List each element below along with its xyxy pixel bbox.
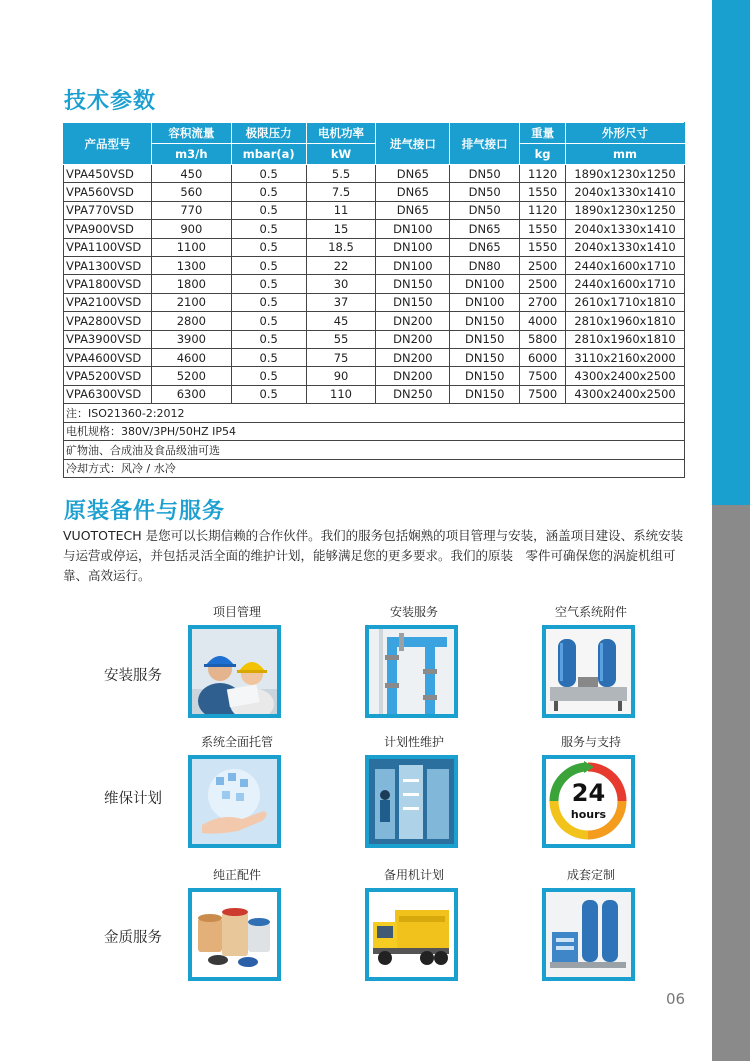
cell-power: 110 <box>306 385 376 403</box>
cell-model: VPA450VSD <box>64 165 152 183</box>
table-note: 矿物油、合成油及食品级油可选 <box>64 441 685 460</box>
header-power: 电机功率 <box>306 123 376 144</box>
cell-weight: 1120 <box>520 165 566 183</box>
header-weight-unit: kg <box>520 144 566 165</box>
header-weight: 重量 <box>520 123 566 144</box>
cell-weight: 2500 <box>520 275 566 293</box>
caption-project-management: 项目管理 <box>212 605 261 619</box>
header-outlet: 排气接口 <box>450 123 520 165</box>
header-power-unit: kW <box>306 144 376 165</box>
section-title-specs: 技术参数 <box>64 89 157 114</box>
section-title-services: 原装备件与服务 <box>64 499 226 524</box>
caption-genuine-parts: 纯正配件 <box>212 868 261 882</box>
cell-pressure: 0.5 <box>231 385 306 403</box>
cell-flow: 450 <box>151 165 231 183</box>
cell-flow: 3900 <box>151 330 231 348</box>
cell-pressure: 0.5 <box>231 220 306 238</box>
cell-inlet: DN250 <box>376 385 450 403</box>
cell-dims: 2810x1960x1810 <box>566 312 685 330</box>
cell-inlet: DN65 <box>376 165 450 183</box>
cell-inlet: DN100 <box>376 220 450 238</box>
24-hours-text: hours <box>570 808 607 821</box>
cell-outlet: DN150 <box>450 330 520 348</box>
cell-flow: 5200 <box>151 367 231 385</box>
caption-managed-system: 系统全面托管 <box>200 735 273 749</box>
side-accent-stripe <box>712 0 750 505</box>
cell-power: 55 <box>306 330 376 348</box>
nitrogen-system-photo <box>542 888 635 981</box>
cell-pressure: 0.5 <box>231 275 306 293</box>
cell-flow: 4600 <box>151 348 231 366</box>
cell-outlet: DN65 <box>450 238 520 256</box>
cell-dims: 1890x1230x1250 <box>566 201 685 219</box>
cell-weight: 1550 <box>520 220 566 238</box>
cell-outlet: DN50 <box>450 201 520 219</box>
cell-pressure: 0.5 <box>231 293 306 311</box>
cell-model: VPA1800VSD <box>64 275 152 293</box>
table-note: 冷却方式：风冷 / 水冷 <box>64 459 685 478</box>
table-note-row <box>64 441 685 460</box>
table-row <box>64 183 685 201</box>
header-flow: 容积流量 <box>151 123 231 144</box>
cell-model: VPA560VSD <box>64 183 152 201</box>
cell-weight: 2500 <box>520 256 566 274</box>
cell-power: 5.5 <box>306 165 376 183</box>
table-row <box>64 348 685 366</box>
cell-dims: 4300x2400x2500 <box>566 385 685 403</box>
caption-service-support: 服务与支持 <box>560 735 621 749</box>
cell-power: 15 <box>306 220 376 238</box>
cell-power: 90 <box>306 367 376 385</box>
cell-dims: 2610x1710x1810 <box>566 293 685 311</box>
cell-dims: 2040x1330x1410 <box>566 183 685 201</box>
cell-inlet: DN65 <box>376 201 450 219</box>
cell-dims: 2810x1960x1810 <box>566 330 685 348</box>
cell-inlet: DN150 <box>376 293 450 311</box>
cell-model: VPA3900VSD <box>64 330 152 348</box>
data-center-photo <box>365 755 458 848</box>
side-grey-stripe <box>712 505 750 1061</box>
cell-weight: 2700 <box>520 293 566 311</box>
table-row <box>64 385 685 403</box>
row-label-maintenance: 维保计划 <box>104 791 162 807</box>
cell-model: VPA4600VSD <box>64 348 152 366</box>
cloud-hand-photo <box>188 755 281 848</box>
cell-weight: 7500 <box>520 385 566 403</box>
table-row <box>64 256 685 274</box>
cell-inlet: DN200 <box>376 367 450 385</box>
cell-flow: 1100 <box>151 238 231 256</box>
header-model: 产品型号 <box>64 123 152 165</box>
cell-power: 30 <box>306 275 376 293</box>
cell-outlet: DN50 <box>450 183 520 201</box>
cell-inlet: DN200 <box>376 348 450 366</box>
cell-model: VPA1300VSD <box>64 256 152 274</box>
cell-weight: 7500 <box>520 367 566 385</box>
caption-planned-maintenance: 计划性维护 <box>383 735 444 749</box>
cell-power: 75 <box>306 348 376 366</box>
table-row <box>64 293 685 311</box>
cell-outlet: DN150 <box>450 367 520 385</box>
cell-pressure: 0.5 <box>231 348 306 366</box>
cell-model: VPA770VSD <box>64 201 152 219</box>
cell-inlet: DN200 <box>376 330 450 348</box>
cell-pressure: 0.5 <box>231 256 306 274</box>
cell-model: VPA1100VSD <box>64 238 152 256</box>
engineers-photo <box>188 625 281 718</box>
table-row <box>64 330 685 348</box>
cell-pressure: 0.5 <box>231 238 306 256</box>
cell-dims: 4300x2400x2500 <box>566 367 685 385</box>
cell-pressure: 0.5 <box>231 312 306 330</box>
cell-outlet: DN50 <box>450 165 520 183</box>
filters-photo <box>188 888 281 981</box>
cell-model: VPA2800VSD <box>64 312 152 330</box>
cell-outlet: DN65 <box>450 220 520 238</box>
cell-weight: 1550 <box>520 183 566 201</box>
cell-pressure: 0.5 <box>231 330 306 348</box>
services-intro: VUOTOTECH 是您可以长期信赖的合作伙伴。我们的服务包括娴熟的项目管理与安装，涵盖项目建设、系统安装与运营或停运，并包括灵活全面的维护计划，能够满足您的更多要求。我们的原装 零件可确保您的涡旋机组可靠、高效运行。 <box>63 528 684 583</box>
cell-outlet: DN100 <box>450 293 520 311</box>
table-row <box>64 201 685 219</box>
page-number: 06 <box>666 990 686 1008</box>
cell-inlet: DN65 <box>376 183 450 201</box>
cell-model: VPA2100VSD <box>64 293 152 311</box>
table-note: 电机规格：380V/3PH/50HZ IP54 <box>64 422 685 441</box>
cell-dims: 2040x1330x1410 <box>566 238 685 256</box>
cell-model: VPA5200VSD <box>64 367 152 385</box>
cell-power: 37 <box>306 293 376 311</box>
header-flow-unit: m3/h <box>151 144 231 165</box>
table-row <box>64 220 685 238</box>
cell-dims: 2040x1330x1410 <box>566 220 685 238</box>
cell-inlet: DN100 <box>376 238 450 256</box>
row-label-gold-service: 金质服务 <box>104 930 162 946</box>
cell-flow: 6300 <box>151 385 231 403</box>
spec-table <box>63 122 685 478</box>
cell-inlet: DN150 <box>376 275 450 293</box>
table-row <box>64 275 685 293</box>
cell-flow: 900 <box>151 220 231 238</box>
cell-inlet: DN200 <box>376 312 450 330</box>
generator-truck-photo <box>365 888 458 981</box>
cell-weight: 1120 <box>520 201 566 219</box>
cell-model: VPA6300VSD <box>64 385 152 403</box>
cell-power: 22 <box>306 256 376 274</box>
table-row <box>64 165 685 183</box>
header-dims: 外形尺寸 <box>566 123 685 144</box>
cell-pressure: 0.5 <box>231 367 306 385</box>
cell-inlet: DN100 <box>376 256 450 274</box>
table-note: 注：ISO21360-2:2012 <box>64 404 685 423</box>
cell-power: 11 <box>306 201 376 219</box>
table-row <box>64 238 685 256</box>
cell-outlet: DN150 <box>450 312 520 330</box>
caption-custom-package: 成套定制 <box>566 868 615 882</box>
cell-flow: 2800 <box>151 312 231 330</box>
table-note-row <box>64 404 685 423</box>
header-pressure-unit: mbar(a) <box>231 144 306 165</box>
cell-flow: 1300 <box>151 256 231 274</box>
caption-installation: 安装服务 <box>389 605 438 619</box>
cell-weight: 5800 <box>520 330 566 348</box>
air-tanks-photo <box>542 625 635 718</box>
cell-flow: 2100 <box>151 293 231 311</box>
cell-outlet: DN150 <box>450 385 520 403</box>
cell-flow: 1800 <box>151 275 231 293</box>
cell-power: 7.5 <box>306 183 376 201</box>
cell-dims: 3110x2160x2000 <box>566 348 685 366</box>
table-note-row <box>64 459 685 478</box>
cell-flow: 770 <box>151 201 231 219</box>
header-dims-unit: mm <box>566 144 685 165</box>
cell-pressure: 0.5 <box>231 165 306 183</box>
table-row <box>64 367 685 385</box>
cell-power: 18.5 <box>306 238 376 256</box>
table-row <box>64 312 685 330</box>
24-hours-number: 24 <box>571 779 606 807</box>
table-note-row <box>64 422 685 441</box>
row-label-installation: 安装服务 <box>104 668 162 684</box>
cell-outlet: DN150 <box>450 348 520 366</box>
cell-dims: 2440x1600x1710 <box>566 256 685 274</box>
cell-weight: 6000 <box>520 348 566 366</box>
cell-weight: 4000 <box>520 312 566 330</box>
caption-standby-plan: 备用机计划 <box>383 868 444 882</box>
pipe-installation-photo <box>365 625 458 718</box>
cell-pressure: 0.5 <box>231 183 306 201</box>
cell-pressure: 0.5 <box>231 201 306 219</box>
cell-weight: 1550 <box>520 238 566 256</box>
cell-model: VPA900VSD <box>64 220 152 238</box>
caption-air-accessories: 空气系统附件 <box>554 605 627 619</box>
cell-dims: 1890x1230x1250 <box>566 165 685 183</box>
cell-outlet: DN100 <box>450 275 520 293</box>
24-hours-tile <box>542 755 635 848</box>
cell-power: 45 <box>306 312 376 330</box>
header-pressure: 极限压力 <box>231 123 306 144</box>
cell-flow: 560 <box>151 183 231 201</box>
header-inlet: 进气接口 <box>376 123 450 165</box>
cell-dims: 2440x1600x1710 <box>566 275 685 293</box>
cell-outlet: DN80 <box>450 256 520 274</box>
